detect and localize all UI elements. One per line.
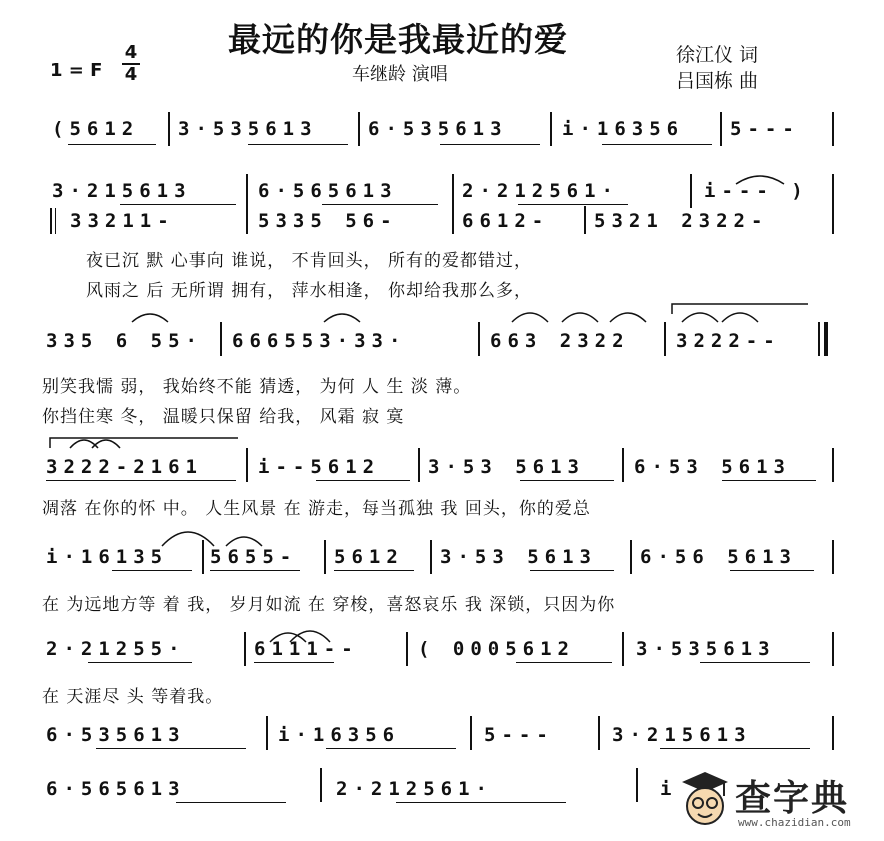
notation-measure: 335 6 55· <box>46 330 203 352</box>
notation-measure: 6612- <box>462 210 550 232</box>
notation-measure: 666553·33· <box>232 330 407 352</box>
notation-measure: 5655- <box>210 546 298 568</box>
notation-measure: 6·53 5613 <box>634 456 791 478</box>
notation-measure: 5612 <box>334 546 404 568</box>
composer-credit: 吕国栋 曲 <box>676 70 759 92</box>
notation-measure: 6·535613 <box>46 724 186 746</box>
notation-measure: 3·215613 <box>612 724 752 746</box>
key-signature: 1 = F <box>50 60 103 81</box>
notation-measure: 3222-2161 <box>46 456 203 478</box>
lyric-line: 凋落 在你的怀 中。 人生风景 在 游走，每当孤独 我 回头，你的爱总 <box>42 499 591 519</box>
beam <box>316 480 410 481</box>
bar-line <box>430 540 432 574</box>
notation-measure: 3·53 5613 <box>428 456 585 478</box>
bar-line <box>832 540 834 574</box>
lyricist-credit: 徐江仪 词 <box>676 44 759 66</box>
notation-measure: (5612 <box>52 118 140 140</box>
time-signature: 4 4 <box>122 44 140 84</box>
bar-line <box>598 716 600 750</box>
notation-measure: 5321 2322- <box>594 210 769 232</box>
notation-measure: 6·565613 <box>46 778 186 800</box>
notation-measure: 3·215613 <box>52 180 192 202</box>
notation-measure: 3·535613 <box>178 118 318 140</box>
notation-measure: 6111-- <box>254 638 359 660</box>
notation-measure: 6·565613 <box>258 180 398 202</box>
notation-measure: i·16135 <box>46 546 169 568</box>
beam <box>112 570 192 571</box>
beam <box>516 662 612 663</box>
notation-measure: 6·535613 <box>368 118 508 140</box>
notation-measure: 3·535613 <box>636 638 776 660</box>
bar-line <box>246 448 248 482</box>
beam <box>326 748 456 749</box>
lyric-line: 风雨之 后 无所谓 拥有， 萍水相逢， 你却给我那么多， <box>86 281 533 301</box>
notation-measure: 2·212561· <box>336 778 493 800</box>
beam <box>722 480 816 481</box>
bar-line <box>244 632 246 666</box>
beam <box>660 748 810 749</box>
notation-measure: 5--- <box>484 724 554 746</box>
beam <box>176 802 286 803</box>
watermark-brand: 查字典 <box>735 778 850 819</box>
notation-measure: 663 2322 <box>490 330 630 352</box>
bar-line <box>622 632 624 666</box>
bar-line <box>202 540 204 574</box>
beam <box>520 480 614 481</box>
notation-measure: i <box>660 778 678 800</box>
bar-line <box>832 716 834 750</box>
notation-measure: 3·53 5613 <box>440 546 597 568</box>
beam <box>730 570 814 571</box>
singer-credit: 车继龄 演唱 <box>352 64 448 85</box>
bar-line <box>320 768 322 802</box>
beam <box>530 570 614 571</box>
watermark-url: www.chazidian.com <box>738 816 851 829</box>
beam <box>396 802 566 803</box>
bar-line <box>636 768 638 802</box>
student-mascot-icon <box>680 770 730 828</box>
beam <box>334 570 414 571</box>
notation-measure: 33211- <box>70 210 175 232</box>
notation-measure: 5335 56- <box>258 210 398 232</box>
notation-measure: i--5612 <box>258 456 381 478</box>
bar-line <box>470 716 472 750</box>
bar-line <box>418 448 420 482</box>
lyric-line: 别笑我懦 弱， 我始终不能 猜透， 为何 人 生 淡 薄。 <box>42 377 472 397</box>
notation-measure: i--- ) <box>704 180 809 202</box>
notation-measure: 6·56 5613 <box>640 546 797 568</box>
notation-measure: 3222-- <box>676 330 781 352</box>
beam <box>700 662 810 663</box>
bar-line <box>832 448 834 482</box>
notation-measure: 2·212561· <box>462 180 619 202</box>
beam <box>210 570 300 571</box>
notation-measure: i·16356 <box>278 724 401 746</box>
lyric-line: 夜已沉 默 心事向 谁说， 不肯回头， 所有的爱都错过， <box>86 251 533 271</box>
beam <box>96 748 246 749</box>
beam <box>254 662 334 663</box>
lyric-line: 在 为远地方等 着 我， 岁月如流 在 穿梭，喜怒哀乐 我 深锁，只因为你 <box>42 595 616 615</box>
bar-line <box>324 540 326 574</box>
bar-line <box>832 632 834 666</box>
lyric-line: 你挡住寒 冬， 温暖只保留 给我， 风霜 寂 寞 <box>42 407 405 427</box>
bar-line <box>406 632 408 666</box>
notation-measure: 5--- <box>730 118 800 140</box>
bar-line <box>622 448 624 482</box>
beam <box>46 480 236 481</box>
notation-measure: ( 0005612 <box>418 638 575 660</box>
lyric-line: 在 天涯尽 头 等着我。 <box>42 687 224 707</box>
bar-line <box>630 540 632 574</box>
beam <box>88 662 192 663</box>
bar-line <box>266 716 268 750</box>
notation-measure: i·16356 <box>562 118 685 140</box>
song-title: 最远的你是我最近的爱 <box>228 20 568 59</box>
notation-measure: 2·21255· <box>46 638 186 660</box>
